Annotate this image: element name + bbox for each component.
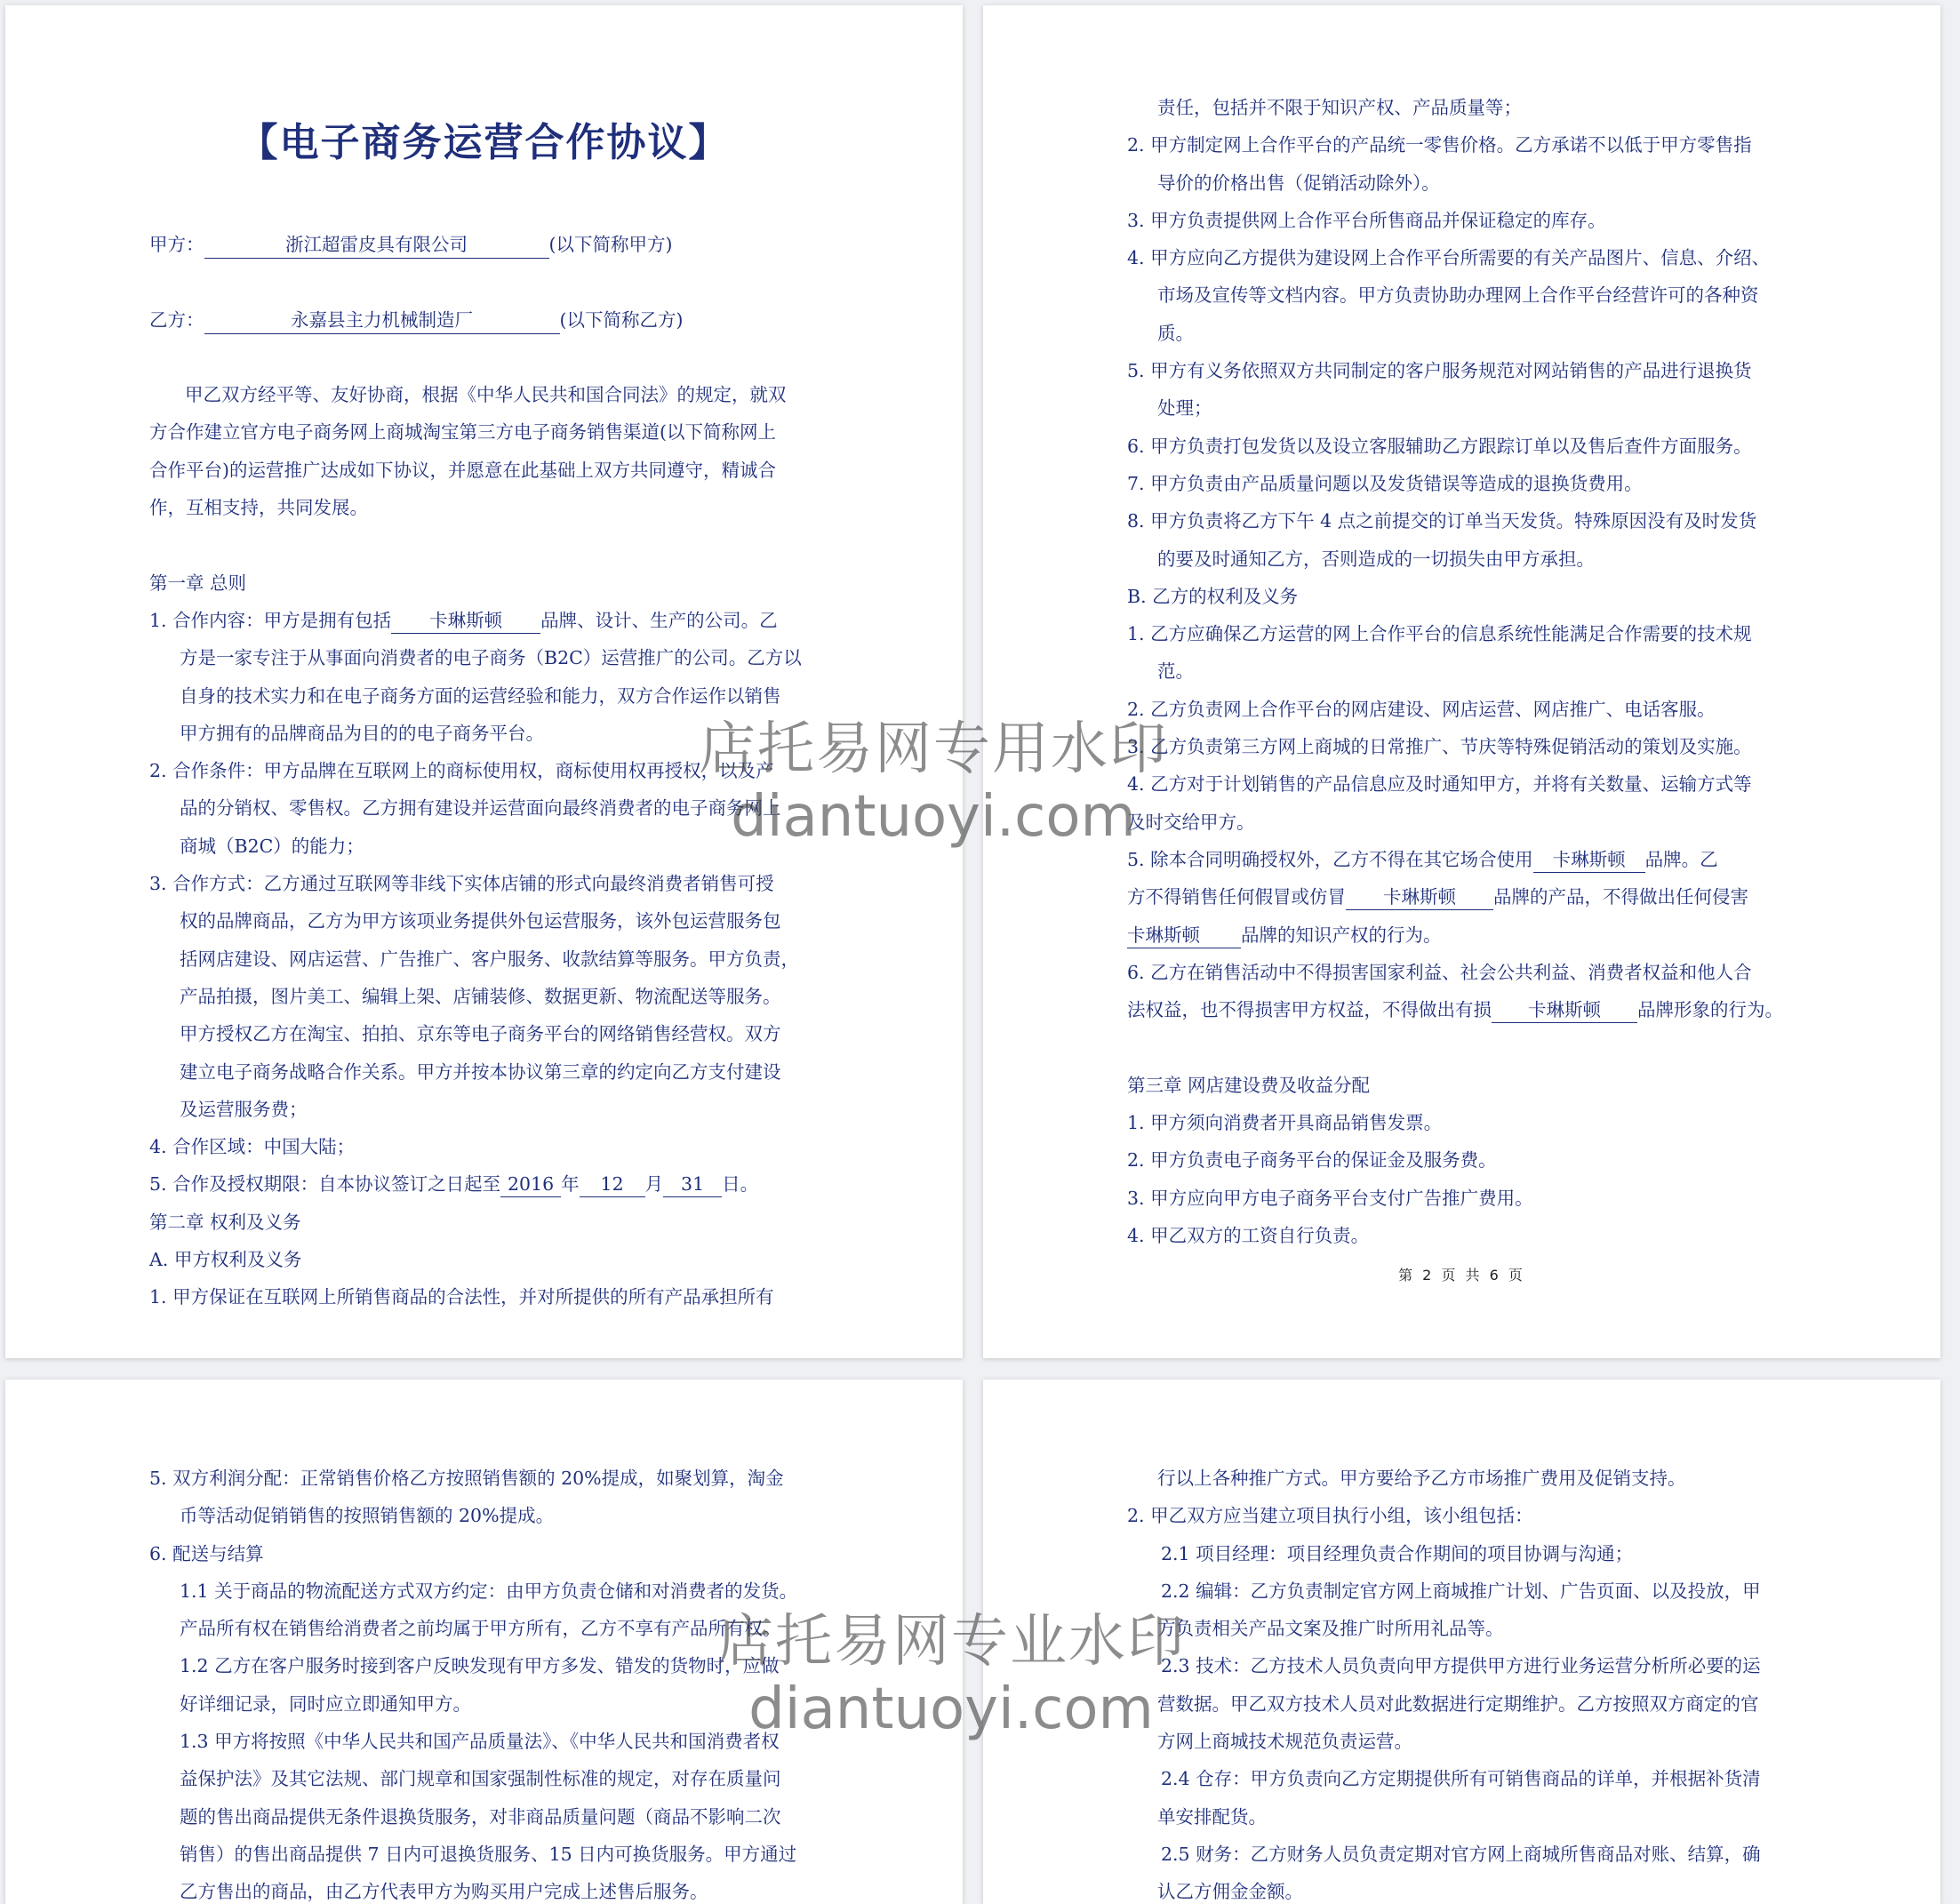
party-a-suffix: (以下简称甲方) bbox=[548, 234, 673, 255]
clause-line: 1. 甲方须向消费者开具商品销售发票。 bbox=[1127, 1112, 1443, 1134]
clause-line: 1.2 乙方在客户服务时接到客户反映发现有甲方多发、错发的货物时，应做 bbox=[180, 1655, 780, 1677]
clause-line: 的要及时通知乙方，否则造成的一切损失由甲方承担。 bbox=[1157, 548, 1595, 570]
clause-line: 2. 甲方负责电子商务平台的保证金及服务费。 bbox=[1127, 1149, 1497, 1172]
watermark-en: diantuoyi.com bbox=[731, 783, 1136, 850]
clause-line: 建立电子商务战略合作关系。甲方并按本协议第三章的约定向乙方支付建设 bbox=[180, 1060, 781, 1083]
intro-line: 作，互相支持，共同发展。 bbox=[149, 497, 368, 519]
clause-text: 方不得销售任何假冒或仿冒 bbox=[1127, 886, 1346, 908]
brand-blank: 卡琳斯顿 bbox=[1346, 884, 1493, 910]
clause-line: 币等活动促销销售的按照销售额的 20%提成。 bbox=[180, 1505, 555, 1527]
clause-line: 产品所有权在销售给消费者之前均属于甲方所有，乙方不享有产品所有权。 bbox=[180, 1618, 781, 1640]
clause-1-1 bbox=[149, 602, 834, 639]
clause-b5-line-2 bbox=[1127, 878, 1829, 916]
clause-line: 4. 合作区域：中国大陆； bbox=[149, 1136, 356, 1158]
page-4-body bbox=[1127, 1460, 1829, 1904]
clause-line: 7. 甲方负责由产品质量问题以及发货错误等造成的退换货费用。 bbox=[1127, 472, 1643, 494]
day-unit: 日。 bbox=[722, 1173, 759, 1196]
month-blank: 12 bbox=[580, 1172, 645, 1197]
clause-line: 6. 配送与结算 bbox=[149, 1542, 264, 1564]
document-page-2 bbox=[983, 5, 1940, 1358]
section-b-heading: B. 乙方的权利及义务 bbox=[1127, 585, 1299, 607]
watermark-cn: 店托易网专用水印 bbox=[699, 716, 1168, 782]
clause-line: 范。 bbox=[1157, 660, 1194, 683]
clause-line: 6. 甲方负责打包发货以及设立客服辅助乙方跟踪订单以及售后查件方面服务。 bbox=[1127, 435, 1752, 457]
clause-line: 市场及宣传等文档内容。甲方负责协助办理网上合作平台经营许可的各种资 bbox=[1157, 284, 1759, 307]
document-page-4 bbox=[983, 1380, 1940, 1904]
clause-line: 甲方拥有的品牌商品为目的的电子商务平台。 bbox=[180, 722, 544, 744]
clause-line: 单安排配货。 bbox=[1157, 1805, 1267, 1828]
chapter-2-heading: 第二章 权利及义务 bbox=[149, 1211, 301, 1233]
clause-line: 及时交给甲方。 bbox=[1127, 811, 1255, 833]
party-a-name: 浙江超雷皮具有限公司 bbox=[204, 231, 549, 259]
year-blank: 2016 bbox=[500, 1172, 561, 1197]
clause-text: 5. 除本合同明确授权外，乙方不得在其它场合使用 bbox=[1127, 848, 1533, 870]
brand-blank: 卡琳斯顿 bbox=[391, 608, 540, 634]
watermark-en: diantuoyi.com bbox=[748, 1676, 1154, 1742]
clause-line: 6. 乙方在销售活动中不得损害国家利益、社会公共利益、消费者权益和他人合 bbox=[1127, 961, 1752, 983]
clause-line: 好详细记录，同时应立即通知甲方。 bbox=[180, 1692, 471, 1715]
clause-line: 方是一家专注于从事面向消费者的电子商务（B2C）运营推广的公司。乙方以 bbox=[180, 647, 802, 669]
clause-line: 产品拍摄，图片美工、编辑上架、店铺装修、数据更新、物流配送等服务。 bbox=[180, 985, 781, 1007]
clause-line: 2. 甲乙双方应当建立项目执行小组，该小组包括： bbox=[1127, 1505, 1533, 1527]
clause-line: 4. 乙方对于计划销售的产品信息应及时通知甲方，并将有关数量、运输方式等 bbox=[1127, 773, 1752, 796]
document-page-3 bbox=[5, 1380, 963, 1904]
clause-term-line bbox=[149, 1165, 834, 1203]
brand-blank: 卡琳斯顿 bbox=[1492, 997, 1637, 1023]
clause-line: 5. 甲方有义务依照双方共同制定的客户服务规范对网站销售的产品进行退换货 bbox=[1127, 360, 1752, 382]
clause-line: 3. 合作方式：乙方通过互联网等非线下实体店铺的形式向最终消费者销售可授 bbox=[149, 873, 774, 895]
year-unit: 年 bbox=[561, 1173, 580, 1196]
party-b-name: 永嘉县主力机械制造厂 bbox=[204, 307, 560, 334]
clause-text: 品牌形象的行为。 bbox=[1637, 999, 1783, 1021]
clause-line: 处理； bbox=[1157, 397, 1212, 420]
clause-line: 题的售出商品提供无条件退换货服务，对非商品质量问题（商品不影响二次 bbox=[180, 1805, 781, 1828]
clause-line: 1. 乙方应确保乙方运营的网上合作平台的信息系统性能满足合作需要的技术规 bbox=[1127, 623, 1752, 645]
clause-line: 4. 甲方应向乙方提供为建设网上合作平台所需要的有关产品图片、信息、介绍、 bbox=[1127, 247, 1771, 269]
clause-line: 品的分销权、零售权。乙方拥有建设并运营面向最终消费者的电子商务网上 bbox=[180, 797, 781, 820]
clause-line: 2.2 编辑：乙方负责制定官方网上商城推广计划、广告页面、以及投放，甲 bbox=[1161, 1580, 1761, 1602]
page-2-body bbox=[1127, 89, 1829, 1254]
clause-text: 品牌、设计、生产的公司。乙 bbox=[540, 609, 778, 631]
clause-line: 2. 乙方负责网上合作平台的网店建设、网店运营、网店推广、电话客服。 bbox=[1127, 698, 1716, 720]
clause-text: 法权益，也不得损害甲方权益，不得做出有损 bbox=[1127, 999, 1492, 1021]
intro-line: 方合作建立官方电子商务网上商城淘宝第三方电子商务销售渠道(以下简称网上 bbox=[149, 421, 776, 444]
clause-line: 3. 甲方应向甲方电子商务平台支付广告推广费用。 bbox=[1127, 1187, 1533, 1209]
clause-line: 1.1 关于商品的物流配送方式双方约定：由甲方负责仓储和对消费者的发货。 bbox=[180, 1580, 798, 1602]
clause-line: 商城（B2C）的能力； bbox=[180, 835, 364, 857]
clause-line: 3. 甲方负责提供网上合作平台所售商品并保证稳定的库存。 bbox=[1127, 209, 1606, 231]
clause-text: 1. 合作内容：甲方是拥有包括 bbox=[149, 609, 392, 631]
clause-line: 行以上各种推广方式。甲方要给予乙方市场推广费用及促销支持。 bbox=[1157, 1468, 1686, 1489]
page-1-body bbox=[149, 226, 834, 1316]
clause-line: 1. 甲方保证在互联网上所销售商品的合法性，并对所提供的所有产品承担所有 bbox=[149, 1286, 774, 1308]
month-unit: 月 bbox=[644, 1173, 664, 1196]
party-b-label: 乙方： bbox=[149, 308, 204, 331]
party-a-line bbox=[149, 226, 834, 263]
clause-line: 2. 甲方制定网上合作平台的产品统一零售价格。乙方承诺不以低于甲方零售指 bbox=[1127, 134, 1752, 156]
clause-line: 责任，包括并不限于知识产权、产品质量等； bbox=[1157, 97, 1522, 118]
clause-line: 方负责相关产品文案及推广时所用礼品等。 bbox=[1157, 1618, 1504, 1640]
clause-b5-line-1 bbox=[1127, 841, 1829, 878]
clause-line: 2.5 财务：乙方财务人员负责定期对官方网上商城所售商品对账、结算，确 bbox=[1161, 1843, 1761, 1865]
clause-line: 质。 bbox=[1157, 322, 1194, 344]
clause-line: 认乙方佣金金额。 bbox=[1157, 1881, 1303, 1903]
document-title: 【电子商务运营合作协议】 bbox=[238, 120, 730, 165]
clause-line: 销售）的售出商品提供 7 日内可退换货服务、15 日内可换货服务。甲方通过 bbox=[180, 1843, 797, 1865]
clause-line: 2.3 技术：乙方技术人员负责向甲方提供甲方进行业务运营分析所必要的运 bbox=[1161, 1655, 1761, 1677]
section-a-heading: A. 甲方权利及义务 bbox=[149, 1249, 302, 1271]
clause-line: 导价的价格出售（促销活动除外）。 bbox=[1157, 172, 1440, 194]
page-number: 第 2 页 共 6 页 bbox=[1398, 1267, 1525, 1284]
day-blank: 31 bbox=[663, 1172, 722, 1197]
clause-line: 2.4 仓存：甲方负责向乙方定期提供所有可销售商品的详单，并根据补货清 bbox=[1161, 1768, 1761, 1790]
clause-line: 3. 乙方负责第三方网上商城的日常推广、节庆等特殊促销活动的策划及实施。 bbox=[1127, 736, 1752, 758]
clause-line: 2.1 项目经理：项目经理负责合作期间的项目协调与沟通； bbox=[1161, 1542, 1634, 1564]
party-a-label: 甲方： bbox=[149, 234, 204, 255]
clause-line: 营数据。甲乙双方技术人员对此数据进行定期维护。乙方按照双方商定的官 bbox=[1157, 1692, 1759, 1715]
clause-line: 4. 甲乙双方的工资自行负责。 bbox=[1127, 1224, 1370, 1246]
clause-text: 品牌的产品，不得做出任何侵害 bbox=[1493, 886, 1748, 908]
chapter-1-heading: 第一章 总则 bbox=[149, 572, 247, 594]
clause-line: 益保护法》及其它法规、部门规章和国家强制性标准的规定，对存在质量问 bbox=[180, 1768, 781, 1790]
clause-text: 5. 合作及授权期限：自本协议签订之日起至 bbox=[149, 1173, 501, 1196]
document-page-1 bbox=[5, 5, 963, 1358]
clause-line: 5. 双方利润分配：正常销售价格乙方按照销售额的 20%提成，如聚划算，淘金 bbox=[149, 1468, 784, 1489]
brand-blank: 卡琳斯顿 bbox=[1533, 847, 1645, 873]
chapter-3-heading: 第三章 网店建设费及收益分配 bbox=[1127, 1074, 1371, 1096]
watermark-cn: 店托易网专业水印 bbox=[716, 1609, 1186, 1675]
clause-line: 及运营服务费； bbox=[180, 1098, 308, 1120]
clause-line: 权的品牌商品，乙方为甲方该项业务提供外包运营服务，该外包运营服务包 bbox=[180, 910, 781, 932]
party-b-suffix: (以下简称乙方) bbox=[559, 308, 684, 331]
clause-line: 方网上商城技术规范负责运营。 bbox=[1157, 1731, 1412, 1753]
brand-blank: 卡琳斯顿 bbox=[1127, 923, 1241, 948]
clause-line: 自身的技术实力和在电子商务方面的运营经验和能力，双方合作运作以销售 bbox=[180, 684, 781, 707]
clause-line: 1.3 甲方将按照《中华人民共和国产品质量法》、《中华人民共和国消费者权 bbox=[180, 1731, 780, 1753]
party-b-line bbox=[149, 301, 834, 339]
page-3-body bbox=[149, 1460, 834, 1904]
clause-text: 品牌。乙 bbox=[1644, 848, 1718, 870]
intro-line: 合作平台)的运营推广达成如下协议，并愿意在此基础上双方共同遵守，精诚合 bbox=[149, 459, 776, 481]
clause-line: 8. 甲方负责将乙方下午 4 点之前提交的订单当天发货。特殊原因没有及时发货 bbox=[1127, 510, 1757, 532]
clause-line: 括网店建设、网店运营、广告推广、客户服务、收款结算等服务。甲方负责， bbox=[180, 948, 799, 970]
clause-line: 2. 合作条件：甲方品牌在互联网上的商标使用权，商标使用权再授权，以及产 bbox=[149, 760, 774, 782]
clause-text: 品牌的知识产权的行为。 bbox=[1241, 924, 1442, 946]
clause-b6-line-2 bbox=[1127, 991, 1829, 1028]
clause-line: 乙方售出的商品，由乙方代表甲方为购买用户完成上述售后服务。 bbox=[180, 1881, 708, 1903]
clause-line: 甲方授权乙方在淘宝、拍拍、京东等电子商务平台的网络销售经营权。双方 bbox=[180, 1023, 781, 1045]
intro-line: 甲乙双方经平等、友好协商，根据《中华人民共和国合同法》的规定，就双 bbox=[185, 384, 787, 406]
clause-b5-line-3 bbox=[1127, 916, 1829, 954]
